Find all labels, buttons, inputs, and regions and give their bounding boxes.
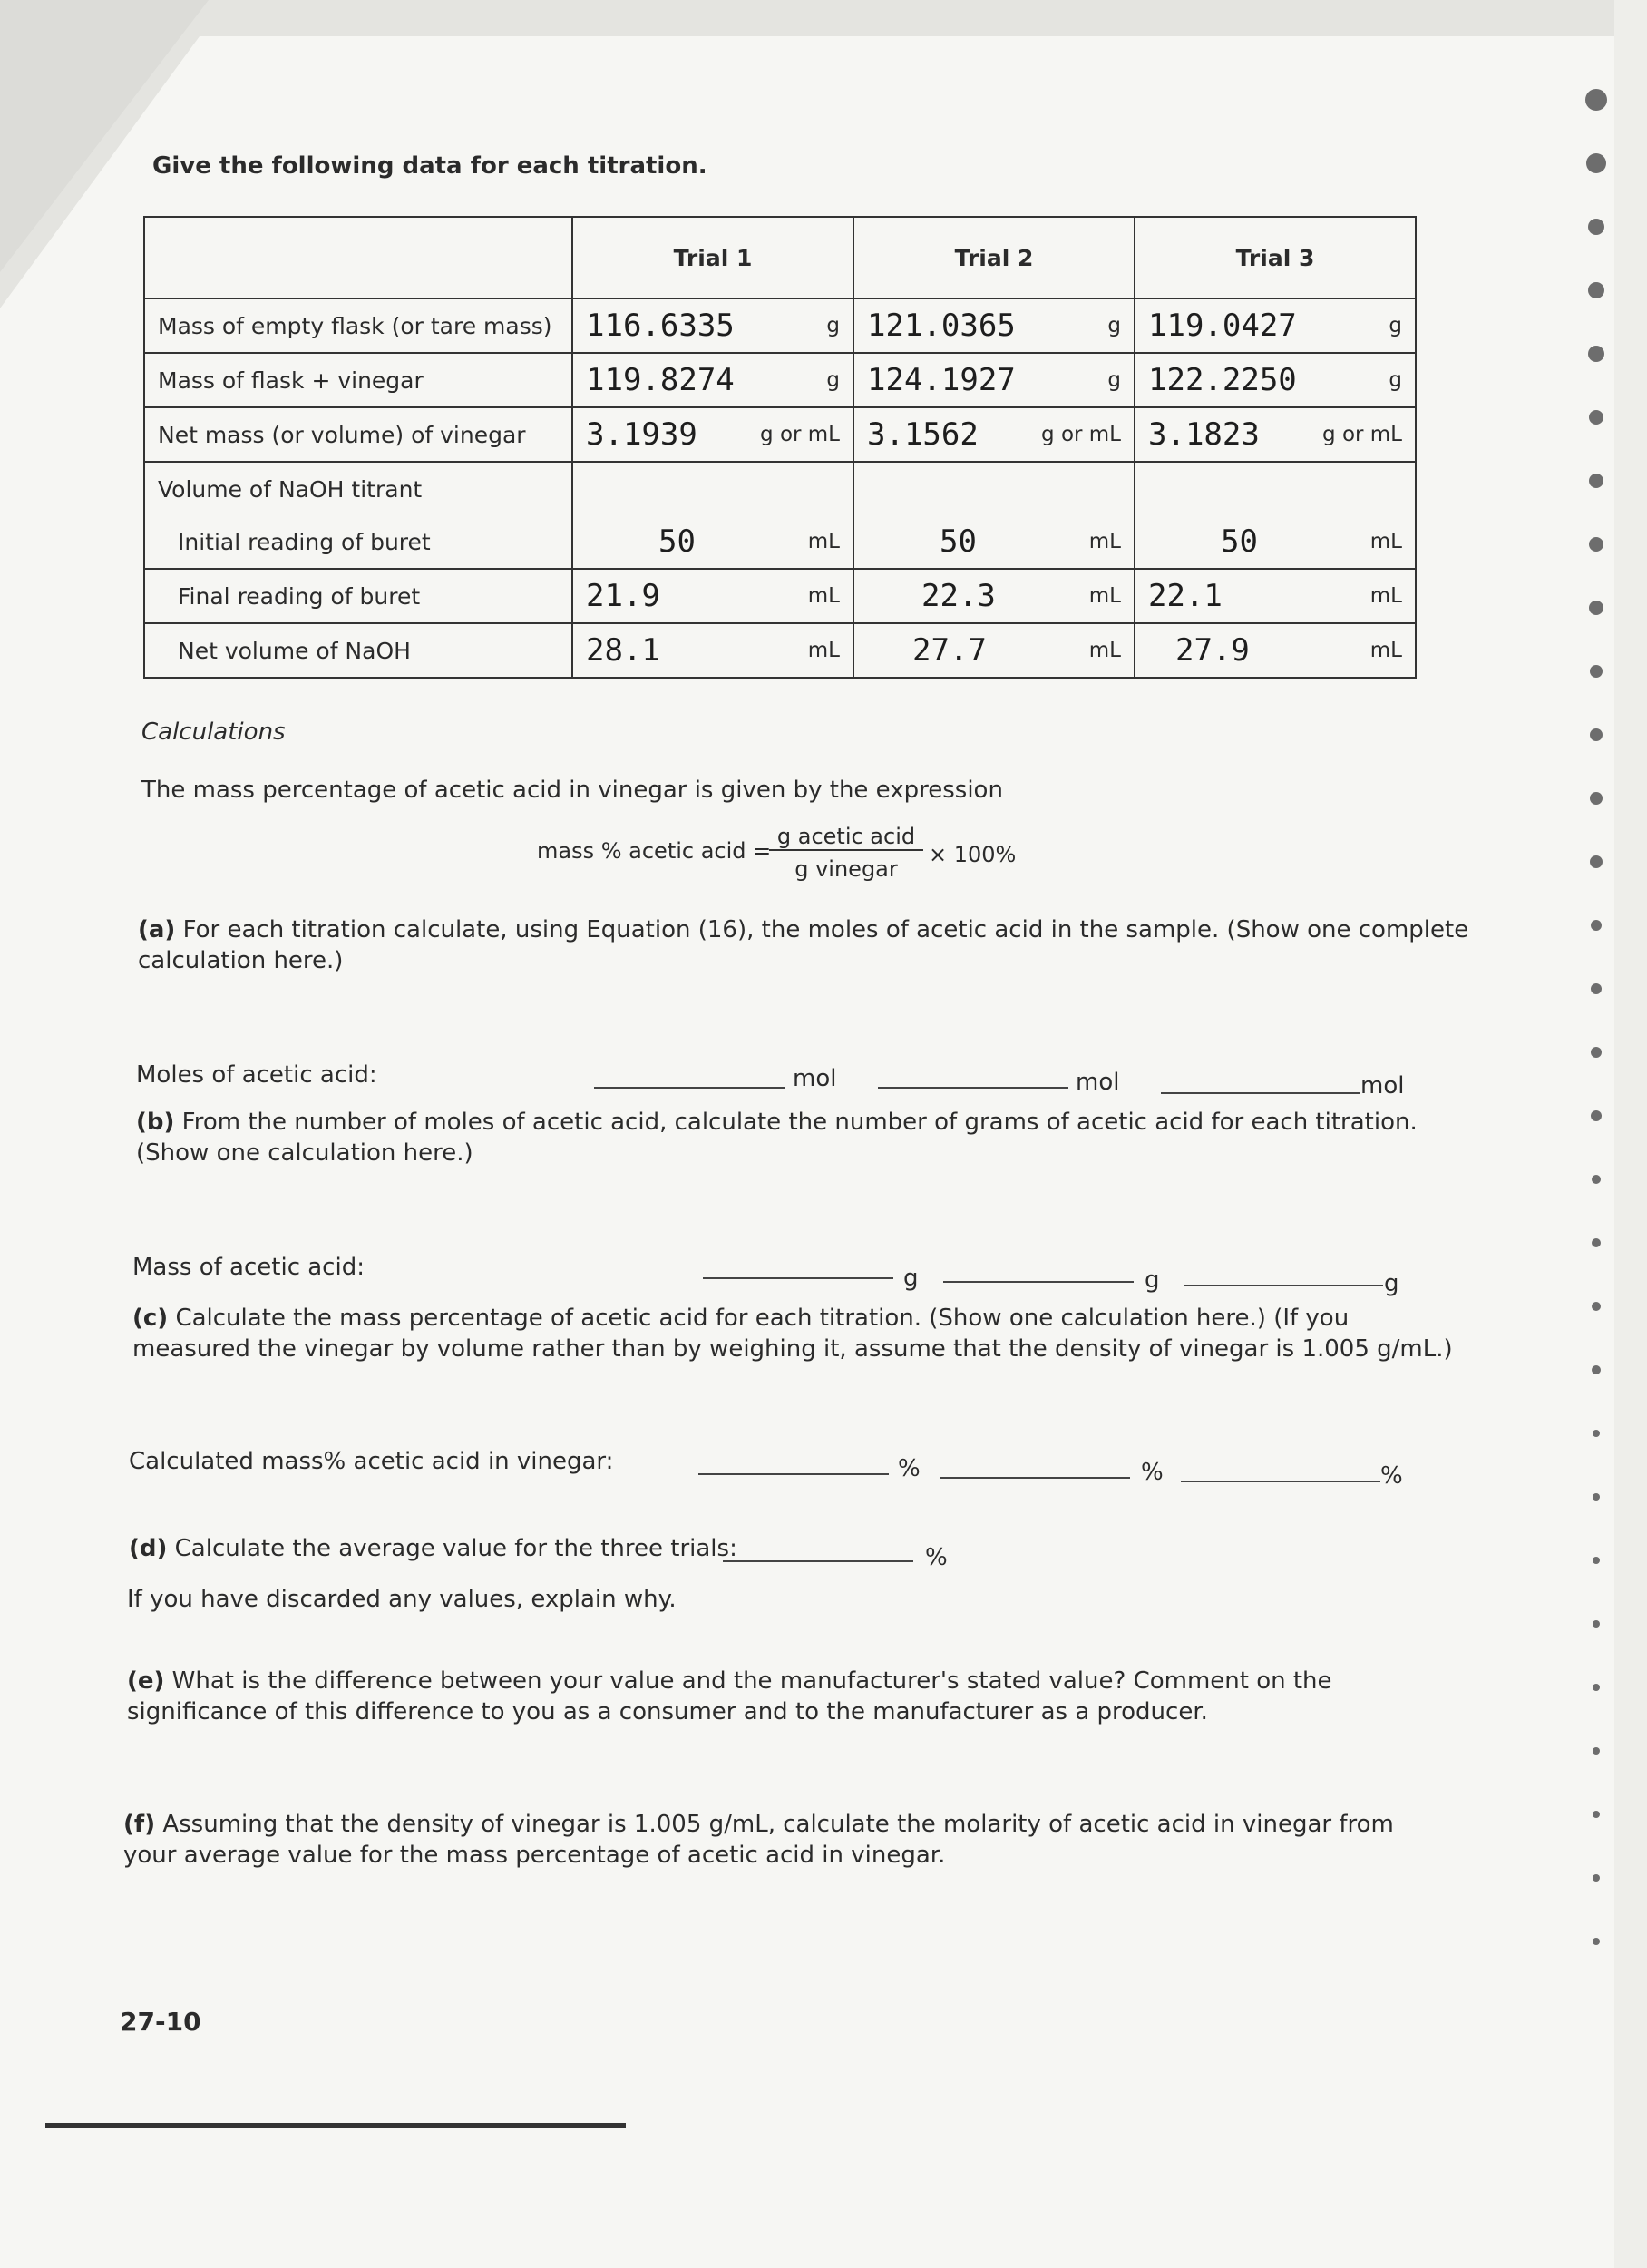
average-blank[interactable] [723, 1560, 913, 1562]
page-number: 27-10 [120, 2007, 201, 2037]
handwritten-value: 119.0427 [1148, 308, 1297, 344]
question-text: Assuming that the density of vinegar is 1.005 g/mL, calculate the molarity of acetic acid in vinegar from [162, 1811, 1394, 1838]
bold-label: Trial 3 [1235, 244, 1315, 271]
data-cell [853, 569, 1135, 623]
question-f-cont: your average value for the mass percentage of acetic acid in vinegar. [123, 1842, 946, 1869]
moles-blank-2[interactable] [878, 1087, 1068, 1089]
intro-text: Give the following data for each titration. [152, 152, 707, 180]
handwritten-value: 22.3 [921, 578, 996, 614]
unit-label: g or mL [760, 423, 840, 446]
pct-label: Calculated mass% acetic acid in vinegar: [129, 1448, 614, 1475]
bold-label: Trial 1 [673, 244, 753, 271]
pct-unit-avg: % [925, 1544, 948, 1571]
pct-blank-2[interactable] [940, 1477, 1130, 1479]
table-row [144, 353, 1416, 407]
handwritten-value: 116.6335 [586, 308, 735, 344]
handwritten-value: 50 [940, 523, 977, 560]
unit-label: mL [1369, 584, 1402, 608]
g-unit-3: g [1384, 1270, 1399, 1297]
bold-label: (b) [136, 1109, 175, 1136]
row-label: Final reading of buret [144, 569, 572, 623]
handwritten-value: 21.9 [586, 578, 660, 614]
data-cell [572, 407, 853, 462]
pct-unit-1: % [898, 1455, 921, 1482]
row-label: Mass of empty flask (or tare mass) [144, 298, 572, 353]
handwritten-value: 50 [1221, 523, 1258, 560]
bold-label: (e) [127, 1667, 165, 1695]
row-label: Volume of NaOH titrant [144, 462, 572, 515]
data-cell [1135, 462, 1416, 515]
unit-label: mL [807, 584, 840, 608]
data-cell [1135, 623, 1416, 678]
question-c-cont: measured the vinegar by volume rather than by weighing it, assume that the density of vinegar is 1.005 g/mL.) [132, 1335, 1453, 1363]
pct-unit-2: % [1141, 1459, 1164, 1486]
unit-label: mL [1088, 584, 1121, 608]
data-cell [853, 462, 1135, 515]
data-cell [853, 298, 1135, 353]
question-b-cont: (Show one calculation here.) [136, 1139, 473, 1167]
titration-data-table [143, 216, 1417, 679]
unit-label: mL [1088, 530, 1121, 553]
handwritten-value: 27.7 [912, 632, 987, 669]
question-text: From the number of moles of acetic acid, calculate the number of grams of acetic acid for each titration. [181, 1109, 1418, 1136]
bold-label: (f) [123, 1811, 156, 1838]
table-row [144, 569, 1416, 623]
spiral-binding [1560, 73, 1623, 2159]
header-trial-2 [853, 217, 1135, 298]
formula-lhs: mass % acetic acid = [537, 838, 772, 864]
table-row [144, 515, 1416, 569]
moles-blank-1[interactable] [594, 1087, 785, 1089]
pct-blank-3[interactable] [1181, 1481, 1380, 1482]
footer-rule [45, 2123, 626, 2128]
data-cell [572, 353, 853, 407]
mass-blank-3[interactable] [1184, 1285, 1383, 1286]
unit-label: mL [1088, 639, 1121, 662]
handwritten-value: 28.1 [586, 632, 660, 669]
row-label: Net mass (or volume) of vinegar [144, 407, 572, 462]
handwritten-value: 3.1562 [867, 416, 979, 453]
data-cell [572, 623, 853, 678]
row-label: Net volume of NaOH [144, 623, 572, 678]
mol-unit-2: mol [1076, 1069, 1120, 1096]
data-cell [572, 515, 853, 569]
unit-label: mL [807, 639, 840, 662]
question-c [132, 1305, 1349, 1332]
data-cell [1135, 353, 1416, 407]
unit-label: g or mL [1322, 423, 1402, 446]
data-cell [1135, 515, 1416, 569]
mass-label: Mass of acetic acid: [132, 1254, 365, 1281]
question-f [123, 1811, 1394, 1838]
calculations-heading: Calculations [141, 719, 286, 746]
handwritten-value: 3.1823 [1148, 416, 1260, 453]
mol-unit-3: mol [1360, 1072, 1405, 1100]
table-row [144, 298, 1416, 353]
question-d [129, 1535, 737, 1562]
unit-label: g [1389, 368, 1402, 392]
handwritten-value: 121.0365 [867, 308, 1016, 344]
row-label: Mass of flask + vinegar [144, 353, 572, 407]
data-cell [572, 462, 853, 515]
data-cell [572, 569, 853, 623]
handwritten-value: 22.1 [1148, 578, 1223, 614]
data-cell [853, 515, 1135, 569]
pct-blank-1[interactable] [698, 1473, 889, 1475]
handwritten-value: 27.9 [1175, 632, 1250, 669]
question-a-cont: calculation here.) [138, 947, 344, 974]
unit-label: g or mL [1041, 423, 1121, 446]
moles-label: Moles of acetic acid: [136, 1061, 377, 1089]
unit-label: g [1107, 368, 1121, 392]
g-unit-2: g [1145, 1266, 1160, 1294]
table-header-row [144, 217, 1416, 298]
handwritten-value: 3.1939 [586, 416, 697, 453]
discard-prompt: If you have discarded any values, explain why. [127, 1586, 677, 1613]
header-trial-3 [1135, 217, 1416, 298]
mass-blank-2[interactable] [943, 1281, 1134, 1283]
formula-denominator: g vinegar [794, 856, 898, 882]
formula-numerator: g acetic acid [769, 824, 923, 851]
question-text: Calculate the mass percentage of acetic acid for each titration. (Show one calculation here.) (If you [175, 1305, 1350, 1332]
moles-blank-3[interactable] [1161, 1092, 1360, 1094]
data-cell [853, 623, 1135, 678]
bold-label: (c) [132, 1305, 169, 1332]
question-text: Calculate the average value for the three trials: [174, 1535, 737, 1562]
question-e-cont: significance of this difference to you as a consumer and to the manufacturer as a producer. [127, 1698, 1208, 1725]
table-row [144, 407, 1416, 462]
handwritten-value: 124.1927 [867, 362, 1016, 398]
mass-blank-1[interactable] [703, 1277, 893, 1279]
unit-label: g [1107, 314, 1121, 337]
question-text: What is the difference between your value and the manufacturer's stated value? Comment on the [171, 1667, 1332, 1695]
row-label: Initial reading of buret [144, 515, 572, 569]
g-unit-1: g [903, 1265, 919, 1292]
pct-unit-3: % [1380, 1462, 1403, 1490]
data-cell [1135, 407, 1416, 462]
table-row [144, 462, 1416, 515]
data-cell [1135, 569, 1416, 623]
question-a [138, 916, 1468, 943]
unit-label: g [1389, 314, 1402, 337]
bold-label: (d) [129, 1535, 168, 1562]
bold-label: Trial 2 [954, 244, 1034, 271]
unit-label: g [826, 314, 840, 337]
data-cell [572, 298, 853, 353]
unit-label: mL [1369, 639, 1402, 662]
mol-unit-1: mol [793, 1065, 837, 1092]
bold-label: (a) [138, 916, 176, 943]
question-b [136, 1109, 1418, 1136]
question-text: For each titration calculate, using Equation (16), the moles of acetic acid in the sample. (Show one complete [182, 916, 1469, 943]
unit-label: mL [1369, 530, 1402, 553]
calc-intro: The mass percentage of acetic acid in vinegar is given by the expression [141, 777, 1003, 804]
handwritten-value: 122.2250 [1148, 362, 1297, 398]
table-row [144, 623, 1416, 678]
unit-label: g [826, 368, 840, 392]
unit-label: mL [807, 530, 840, 553]
header-trial-1 [572, 217, 853, 298]
handwritten-value: 119.8274 [586, 362, 735, 398]
data-cell [853, 407, 1135, 462]
handwritten-value: 50 [658, 523, 696, 560]
data-cell [1135, 298, 1416, 353]
header-blank [144, 217, 572, 298]
question-e [127, 1667, 1332, 1695]
formula-rhs: × 100% [929, 842, 1017, 867]
data-cell [853, 353, 1135, 407]
